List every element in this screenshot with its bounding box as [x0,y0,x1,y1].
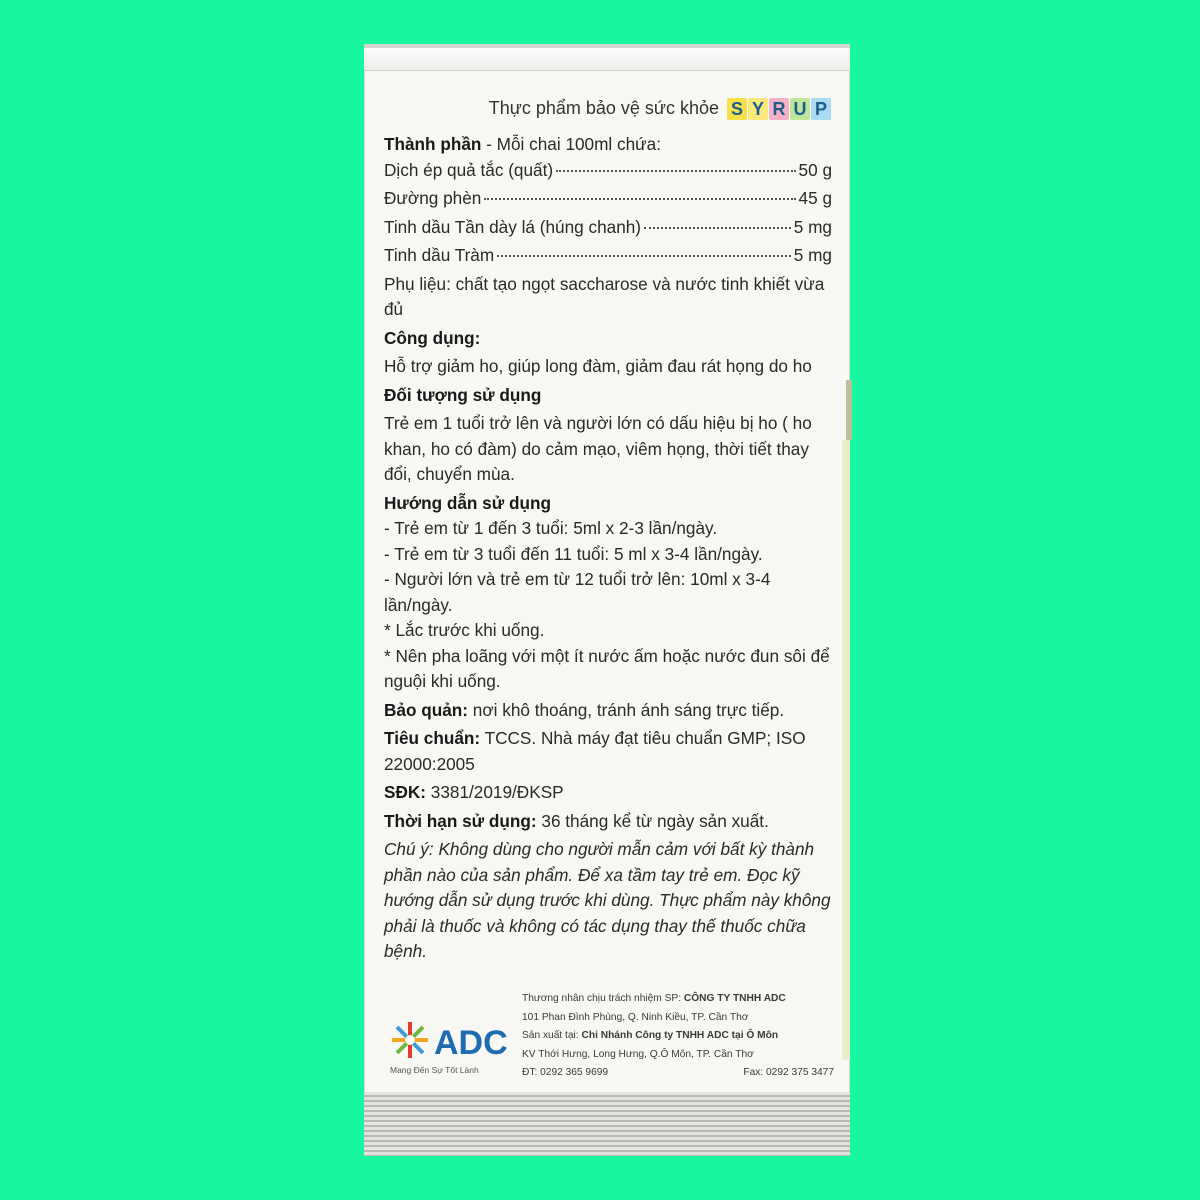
phone: ĐT: 0292 365 9699 [522,1067,609,1078]
producer-line [522,1027,834,1046]
side-strip [842,440,850,1060]
ingredient-name: Dịch ép quả tắc (quất) [384,159,554,180]
ingredient-amount: 50 g [798,159,832,180]
ingredient-name: Tinh dầu Tràm [384,245,495,265]
responsible-name: CÔNG TY TNHH ADC [683,993,786,1004]
syrup-letter: U [790,98,810,120]
shelf-life-label: Thời hạn sử dụng: [384,810,537,831]
product-category: Thực phẩm bảo vệ sức khỏe [488,98,719,119]
ingredient-amount: 5 mg [793,216,832,237]
producer-address: KV Thới Hưng, Long Hưng, Q.Ô Môn, TP. Cần Thơ [522,1048,754,1060]
excipients-text: Phụ liệu: chất tạo ngọt saccharose và nước tinh khiết vừa đủ [384,273,825,319]
standard-line [384,726,832,777]
registration-line [384,780,832,806]
storage-label: Bảo quản: [384,699,469,720]
box-bottom-stripes [364,1092,850,1156]
syrup-logo [727,98,832,120]
direction-line: - Trẻ em từ 1 đến 3 tuổi: 5ml x 2-3 lần/ngày. [384,518,718,538]
syrup-letter: P [811,98,831,120]
responsible-line [522,990,834,1009]
leader-dots [497,255,791,257]
composition-subtitle: - Mỗi chai 100ml chứa: [481,134,662,154]
ingredient-row [384,186,832,212]
registration-label: SĐK: [384,782,427,802]
logo-text: ADC [434,1024,508,1062]
starburst-icon [392,1022,428,1058]
composition-heading [384,132,832,158]
target-title: Đối tượng sử dụng [384,384,542,405]
direction-line: - Người lớn và trẻ em từ 12 tuổi trở lên: 10ml x 3-4 lần/ngày. [384,569,771,615]
target-text: Trẻ em 1 tuổi trở lên và người lớn có dấu hiệu bị ho ( ho khan, ho có đàm) do cảm mạo, viêm họng, thời tiết thay đổi, chuyển mùa. [384,413,812,484]
label-header [384,90,832,128]
standard-text: TCCS. Nhà máy đạt tiêu chuẩn GMP; ISO 22000:2005 [384,728,806,774]
producer-name: Chi Nhánh Công ty TNHH ADC tại Ô Môn [581,1030,779,1041]
company-details [522,990,834,1083]
ingredient-amount: 5 mg [793,245,832,265]
registration-text: 3381/2019/ĐKSP [426,782,564,802]
label-content [384,90,832,965]
ingredient-amount: 45 g [798,188,832,208]
uses-text: Hỗ trợ giảm ho, giúp long đàm, giảm đau rát họng do ho [384,356,812,376]
shelf-life-text: 36 tháng kể từ ngày sản xuất. [536,810,769,831]
ingredient-row [384,215,832,241]
responsible-address: 101 Phan Đình Phùng, Q. Ninh Kiều, TP. Cần Thơ [522,1011,749,1023]
caution-text: Chú ý: Không dùng cho người mẫn cảm với bất kỳ thành phần nào của sản phẩm. Để xa tầm tay trẻ em. Đọc kỹ hướng dẫn sử dụng trước khi dùng. Thực phẩm này không phải là thuốc và không có tác dụng thay thế thuốc chữa bệnh. [384,839,831,961]
storage-line [384,698,832,724]
leader-dots [484,198,795,200]
producer-label: Sản xuất tại: [522,1030,579,1041]
direction-line: * Nên pha loãng với một ít nước ấm hoặc nước đun sôi để nguội khi uống. [384,645,830,691]
ingredient-row [384,243,832,269]
box-top-flap [364,44,850,71]
uses-title: Công dụng: [384,327,481,348]
box-top-edge [364,44,850,48]
shelf-life-line [384,809,832,835]
syrup-letter: S [727,98,747,120]
direction-line: - Trẻ em từ 3 tuổi đến 11 tuổi: 5 ml x 3-4 lần/ngày. [384,543,763,564]
responsible-label: Thương nhân chịu trách nhiệm SP: [522,993,682,1004]
logo-tagline: Mang Đến Sự Tốt Lành [390,1065,479,1075]
fax: Fax: 0292 375 3477 [743,1067,834,1078]
syrup-letter: R [769,98,789,120]
leader-dots [556,170,795,172]
composition-title: Thành phần [384,134,482,154]
company-footer [384,990,832,1085]
side-tab [846,380,852,440]
ingredient-name: Đường phèn [384,188,482,208]
ingredient-name: Tinh dầu Tần dày lá (húng chanh) [384,216,642,237]
ingredient-row [384,158,832,184]
syrup-letter: Y [748,98,768,120]
contact-line [522,1064,834,1083]
direction-line: * Lắc trước khi uống. [384,620,545,640]
leader-dots [644,227,791,229]
directions-title: Hướng dẫn sử dụng [384,492,551,513]
standard-label: Tiêu chuẩn: [384,728,481,748]
storage-text: nơi khô thoáng, tránh ánh sáng trực tiếp. [468,699,785,720]
